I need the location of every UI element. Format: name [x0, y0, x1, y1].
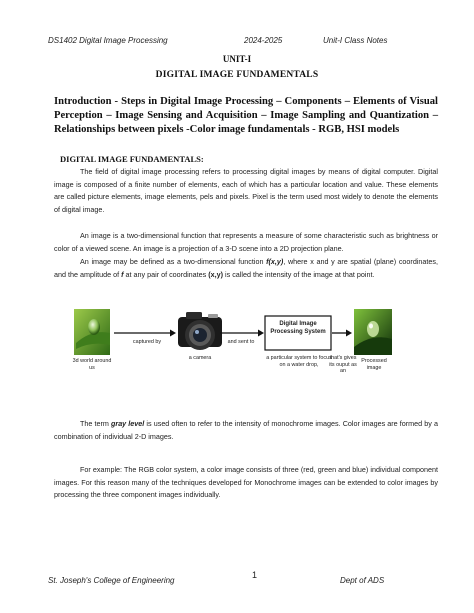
- para3-part-b: , where x and y are spatial (plane) coordinates, and the amplitude of: [54, 257, 438, 279]
- page-number: 1: [252, 570, 258, 580]
- section-heading: DIGITAL IMAGE FUNDAMENTALS:: [60, 154, 204, 164]
- caption-gives: that's gives its ouput as an: [329, 355, 357, 374]
- paragraph-image-text: An image is a two-dimensional function that represents a measure of some characteristic such as brightness or color of a viewed scene. An image is a projection of a 3-D scene into a 2D projection plane.: [54, 231, 438, 253]
- pipeline-figure-svg: [74, 303, 414, 395]
- para3-f: f: [121, 269, 124, 279]
- para3-xy: (x,y): [208, 269, 224, 279]
- footer-college: St. Joseph's College of Engineering: [48, 576, 175, 585]
- caption-captured: captured by: [132, 339, 162, 345]
- paragraph-function: [54, 256, 438, 281]
- processed-image: [354, 309, 392, 355]
- header-year: 2024-2025: [244, 36, 283, 45]
- caption-camera: a camera: [188, 355, 212, 361]
- para4-part-b: is used often to refer to the intensity of monochrome images. Color images are formed by a combination of individual 2-D images.: [54, 419, 438, 441]
- paragraph-definition: [54, 166, 438, 216]
- paragraph-gray-level: [54, 418, 438, 443]
- para3-part-a: An image may be defined as a two-dimensional function: [80, 257, 267, 266]
- footer-dept: Dept of ADS: [340, 576, 385, 585]
- para3-fxy: f(x,y): [266, 257, 284, 266]
- pipeline-figure: [74, 303, 414, 395]
- header-notes: Unit-I Class Notes: [323, 36, 388, 45]
- para3-part-c: at any pair of coordinates: [123, 269, 209, 279]
- unit-heading: UNIT-I: [222, 54, 252, 64]
- intro-topics: Introduction - Steps in Digital Image Processing – Components – Elements of Visual Perception – Image Sensing and Acquisition – Image Sampling and Quantization – Relationships between pixels -Color image fundamentals - RGB, HSI models: [54, 96, 438, 135]
- world-image: [74, 309, 110, 355]
- paragraph-definition-text: The field of digital image processing refers to processing digital images by means of digital computer. Digital image is composed of a finite number of elements, each of which has a particular location and value. These elements are called picture elements, image elements, pels and pixels. Pixel is the term used most widely to denote the elements of digital image.: [54, 167, 438, 214]
- paragraph-rgb-text: For example: The RGB color system, a color image consists of three (red, green and blue) individual component images. For this reason many of the techniques developed for Monochrome images can be extended to color images by processing the three component images individually.: [54, 465, 438, 500]
- paragraph-image: [54, 230, 438, 255]
- caption-world: 3d world around us: [72, 358, 112, 371]
- caption-processed: Processed image: [361, 358, 387, 371]
- page-title: DIGITAL IMAGE FUNDAMENTALS: [155, 70, 319, 80]
- system-box-label: Digital Image Processing System: [270, 321, 326, 335]
- para3-part-d: is called the intensity of the image at that point.: [223, 269, 375, 279]
- para4-part-a: The term: [80, 419, 111, 428]
- caption-system: a particular system to focus on a water drop,: [266, 355, 332, 368]
- para4-term: gray level: [111, 419, 145, 428]
- paragraph-rgb-example: [54, 464, 438, 502]
- caption-sent: and sent to: [227, 339, 255, 345]
- camera-image: [178, 312, 222, 350]
- header-course: DS1402 Digital Image Processing: [48, 36, 168, 45]
